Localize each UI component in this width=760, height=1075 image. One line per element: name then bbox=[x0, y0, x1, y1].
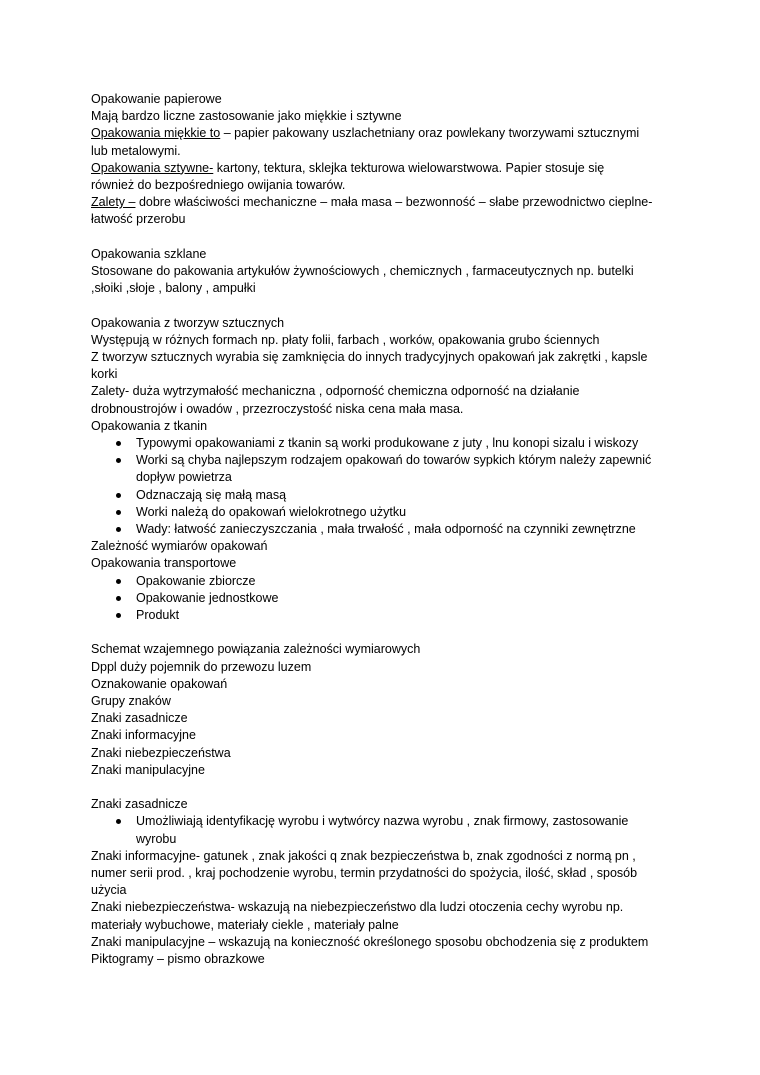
text-line: Znaki niebezpieczeństwa- wskazują na niebezpieczeństwo dla ludzi otoczenia cechy wyrobu np. bbox=[91, 900, 624, 915]
list-item-text: Produkt bbox=[136, 608, 180, 623]
text-line: materiały wybuchowe, materiały ciekle , materiały palne bbox=[91, 917, 399, 932]
term-definition: kartony, tektura, sklejka tekturowa wielowarstwowa. Papier stosuje się bbox=[213, 160, 605, 175]
text-line: Zależność wymiarów opakowań bbox=[91, 539, 268, 554]
list-item bbox=[91, 813, 681, 847]
text-line: ,słoiki ,słoje , balony , ampułki bbox=[91, 281, 256, 296]
list-item-text: Wady: łatwość zanieczyszczania , mała trwałość , mała odporność na czynniki zewnętrzne bbox=[136, 522, 636, 537]
text-line: Znaki zasadnicze bbox=[91, 711, 188, 726]
list-item bbox=[91, 590, 681, 607]
text-line: Występują w różnych formach np. płaty folii, farbach , worków, opakowania grubo ściennych bbox=[91, 332, 600, 347]
text-line: Dppl duży pojemnik do przewozu luzem bbox=[91, 659, 312, 674]
bullet-icon bbox=[116, 493, 121, 498]
bullet-icon bbox=[116, 579, 121, 584]
bullet-icon bbox=[116, 613, 121, 618]
text-line: Piktogramy – pismo obrazkowe bbox=[91, 952, 265, 967]
bullet-icon bbox=[116, 527, 121, 532]
text-line: Zalety- duża wytrzymałość mechaniczna , odporność chemiczna odporność na działanie bbox=[91, 384, 580, 399]
text-line: drobnoustrojów i owadów , przezroczystość niska cena mała masa. bbox=[91, 401, 464, 416]
list-item-text: Worki należą do opakowań wielokrotnego użytku bbox=[136, 504, 407, 519]
bullet-list bbox=[91, 813, 681, 847]
underlined-term: Opakowania miękkie to bbox=[91, 126, 221, 141]
blank-line bbox=[91, 624, 681, 641]
list-item-text: Umożliwiają identyfikację wyrobu i wytwórcy nazwa wyrobu , znak firmowy, zastosowanie bbox=[136, 814, 629, 829]
text-line: Znaki informacyjne bbox=[91, 728, 196, 743]
list-item bbox=[91, 452, 681, 486]
bullet-icon bbox=[116, 458, 121, 463]
text-line: Znaki manipulacyjne – wskazują na konieczność określonego sposobu obchodzenia się z produktem bbox=[91, 934, 649, 949]
list-item bbox=[91, 487, 681, 504]
text-line: Oznakowanie opakowań bbox=[91, 676, 228, 691]
list-item-text: Odznaczają się małą masą bbox=[136, 487, 287, 502]
text-line: Stosowane do pakowania artykułów żywnościowych , chemicznych , farmaceutycznych np. butelki bbox=[91, 264, 634, 279]
text-line: lub metalowymi. bbox=[91, 143, 181, 158]
bullet-icon bbox=[116, 596, 121, 601]
list-item bbox=[91, 607, 681, 624]
text-line: łatwość przerobu bbox=[91, 212, 186, 227]
text-line bbox=[91, 160, 681, 177]
section-heading: Opakowania z tworzyw sztucznych bbox=[91, 315, 285, 330]
text-line: korki bbox=[91, 367, 118, 382]
text-line: Grupy znaków bbox=[91, 694, 171, 709]
text-line: Z tworzyw sztucznych wyrabia się zamknięcia do innych tradycyjnych opakowań jak zakrętki , kapsle bbox=[91, 350, 648, 365]
text-line: Znaki niebezpieczeństwa bbox=[91, 745, 231, 760]
text-line: numer serii prod. , kraj pochodzenie wyrobu, termin przydatności do spożycia, ilość, skład , sposób bbox=[91, 866, 638, 881]
list-item bbox=[91, 435, 681, 452]
section-heading: Opakowanie papierowe bbox=[91, 92, 222, 106]
section-heading: Znaki zasadnicze bbox=[91, 797, 188, 812]
list-item-text: Worki są chyba najlepszym rodzajem opakowań do towarów sypkich którym należy zapewnić bbox=[136, 453, 652, 468]
section-heading: Opakowania z tkanin bbox=[91, 418, 208, 433]
text-line: Znaki informacyjne- gatunek , znak jakości q znak bezpieczeństwa b, znak zgodności z normą pn , bbox=[91, 848, 636, 863]
text-line: użycia bbox=[91, 883, 127, 898]
underlined-term: Zalety – bbox=[91, 195, 136, 210]
bullet-icon bbox=[116, 510, 121, 515]
text-line: Znaki manipulacyjne bbox=[91, 762, 205, 777]
section-heading: Opakowania szklane bbox=[91, 246, 207, 261]
list-item-text: Opakowanie zbiorcze bbox=[136, 573, 256, 588]
document-body bbox=[91, 91, 681, 968]
term-definition: dobre właściwości mechaniczne – mała masa – bezwonność – słabe przewodnictwo cieplne- bbox=[135, 195, 653, 210]
term-definition: – papier pakowany uszlachetniany oraz powlekany tworzywami sztucznymi bbox=[220, 126, 640, 141]
text-line bbox=[91, 194, 681, 211]
blank-line bbox=[91, 229, 681, 246]
text-line: Schemat wzajemnego powiązania zależności wymiarowych bbox=[91, 642, 421, 657]
list-item bbox=[91, 504, 681, 521]
text-line: Opakowania transportowe bbox=[91, 556, 237, 571]
list-item-continuation: wyrobu bbox=[136, 831, 177, 846]
underlined-term: Opakowania sztywne- bbox=[91, 160, 214, 175]
bullet-icon bbox=[116, 441, 121, 446]
list-item bbox=[91, 521, 681, 538]
list-item-text: Opakowanie jednostkowe bbox=[136, 590, 279, 605]
list-item-continuation: dopływ powietrza bbox=[136, 470, 232, 485]
text-line: Mają bardzo liczne zastosowanie jako miękkie i sztywne bbox=[91, 109, 402, 124]
blank-line bbox=[91, 779, 681, 796]
list-item-text: Typowymi opakowaniami z tkanin są worki produkowane z juty , lnu konopi sizalu i wiskozy bbox=[136, 436, 639, 451]
bullet-icon bbox=[116, 819, 121, 824]
bullet-list bbox=[91, 435, 681, 538]
list-item bbox=[91, 573, 681, 590]
text-line: również do bezpośredniego owijania towarów. bbox=[91, 178, 346, 193]
text-line bbox=[91, 125, 681, 142]
blank-line bbox=[91, 297, 681, 314]
bullet-list bbox=[91, 573, 681, 625]
